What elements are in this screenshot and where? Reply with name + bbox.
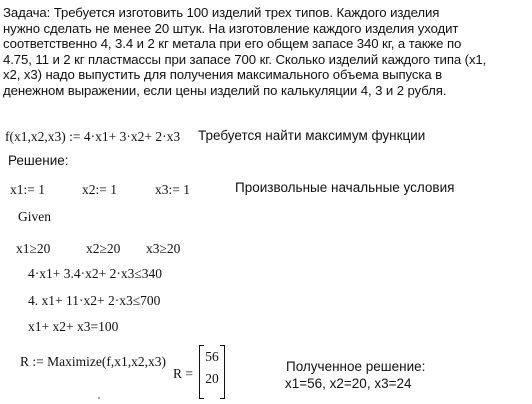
problem-line: нужно сделать не менее 20 штук. На изготовление каждого изделия уходит: [3, 20, 459, 36]
result-value: 56: [205, 349, 219, 364]
answer-label: Полученное решение:: [286, 359, 426, 374]
result-value: 20: [205, 371, 219, 386]
objective-note: Требуется найти максимум функции: [198, 128, 426, 143]
scan-speck: [98, 397, 100, 399]
constraint-x3: x3≥20: [146, 241, 181, 256]
initial-x2: x2:= 1: [82, 182, 117, 197]
constraint-x2: x2≥20: [86, 241, 121, 256]
initial-note: Произвольные начальные условия: [235, 180, 455, 195]
solution-label: Решение:: [8, 153, 69, 168]
objective-function: f(x1,x2,x3) := 4·x1+ 3·x2+ 2·x3: [5, 129, 181, 144]
initial-x1: x1:= 1: [10, 182, 45, 197]
result-vector: [199, 345, 225, 399]
problem-line: денежном выражении, если цены изделий по калькуляции 4, 3 и 2 рубля.: [3, 82, 447, 98]
problem-line: 4.75, 11 и 2 кг пластмассы при запасе 700 кг. Сколько изделий каждого типа (x1,: [3, 51, 487, 67]
problem-line: соответственно 4, 3.4 и 2 кг метала при его общем запасе 340 кг, а также по: [3, 36, 462, 52]
problem-line: Задача: Требуется изготовить 100 изделий трех типов. Каждого изделия: [3, 5, 440, 20]
result-label: R =: [173, 366, 193, 381]
given-keyword: Given: [18, 209, 51, 224]
maximize-call: R := Maximize(f,x1,x2,x3): [20, 354, 166, 369]
answer-values: x1=56, x2=20, x3=24: [285, 376, 412, 391]
constraint-plastic: 4. x1+ 11·x2+ 2·x3≤700: [28, 293, 161, 308]
constraint-x1: x1≥20: [16, 241, 51, 256]
problem-line: x2, x3) надо выпустить для получения максимального объема выпуска в: [3, 67, 443, 83]
constraint-total: x1+ x2+ x3=100: [28, 319, 119, 334]
initial-x3: x3:= 1: [155, 182, 190, 197]
constraint-metal: 4·x1+ 3.4·x2+ 2·x3≤340: [28, 266, 162, 281]
problem-statement: [3, 5, 529, 99]
